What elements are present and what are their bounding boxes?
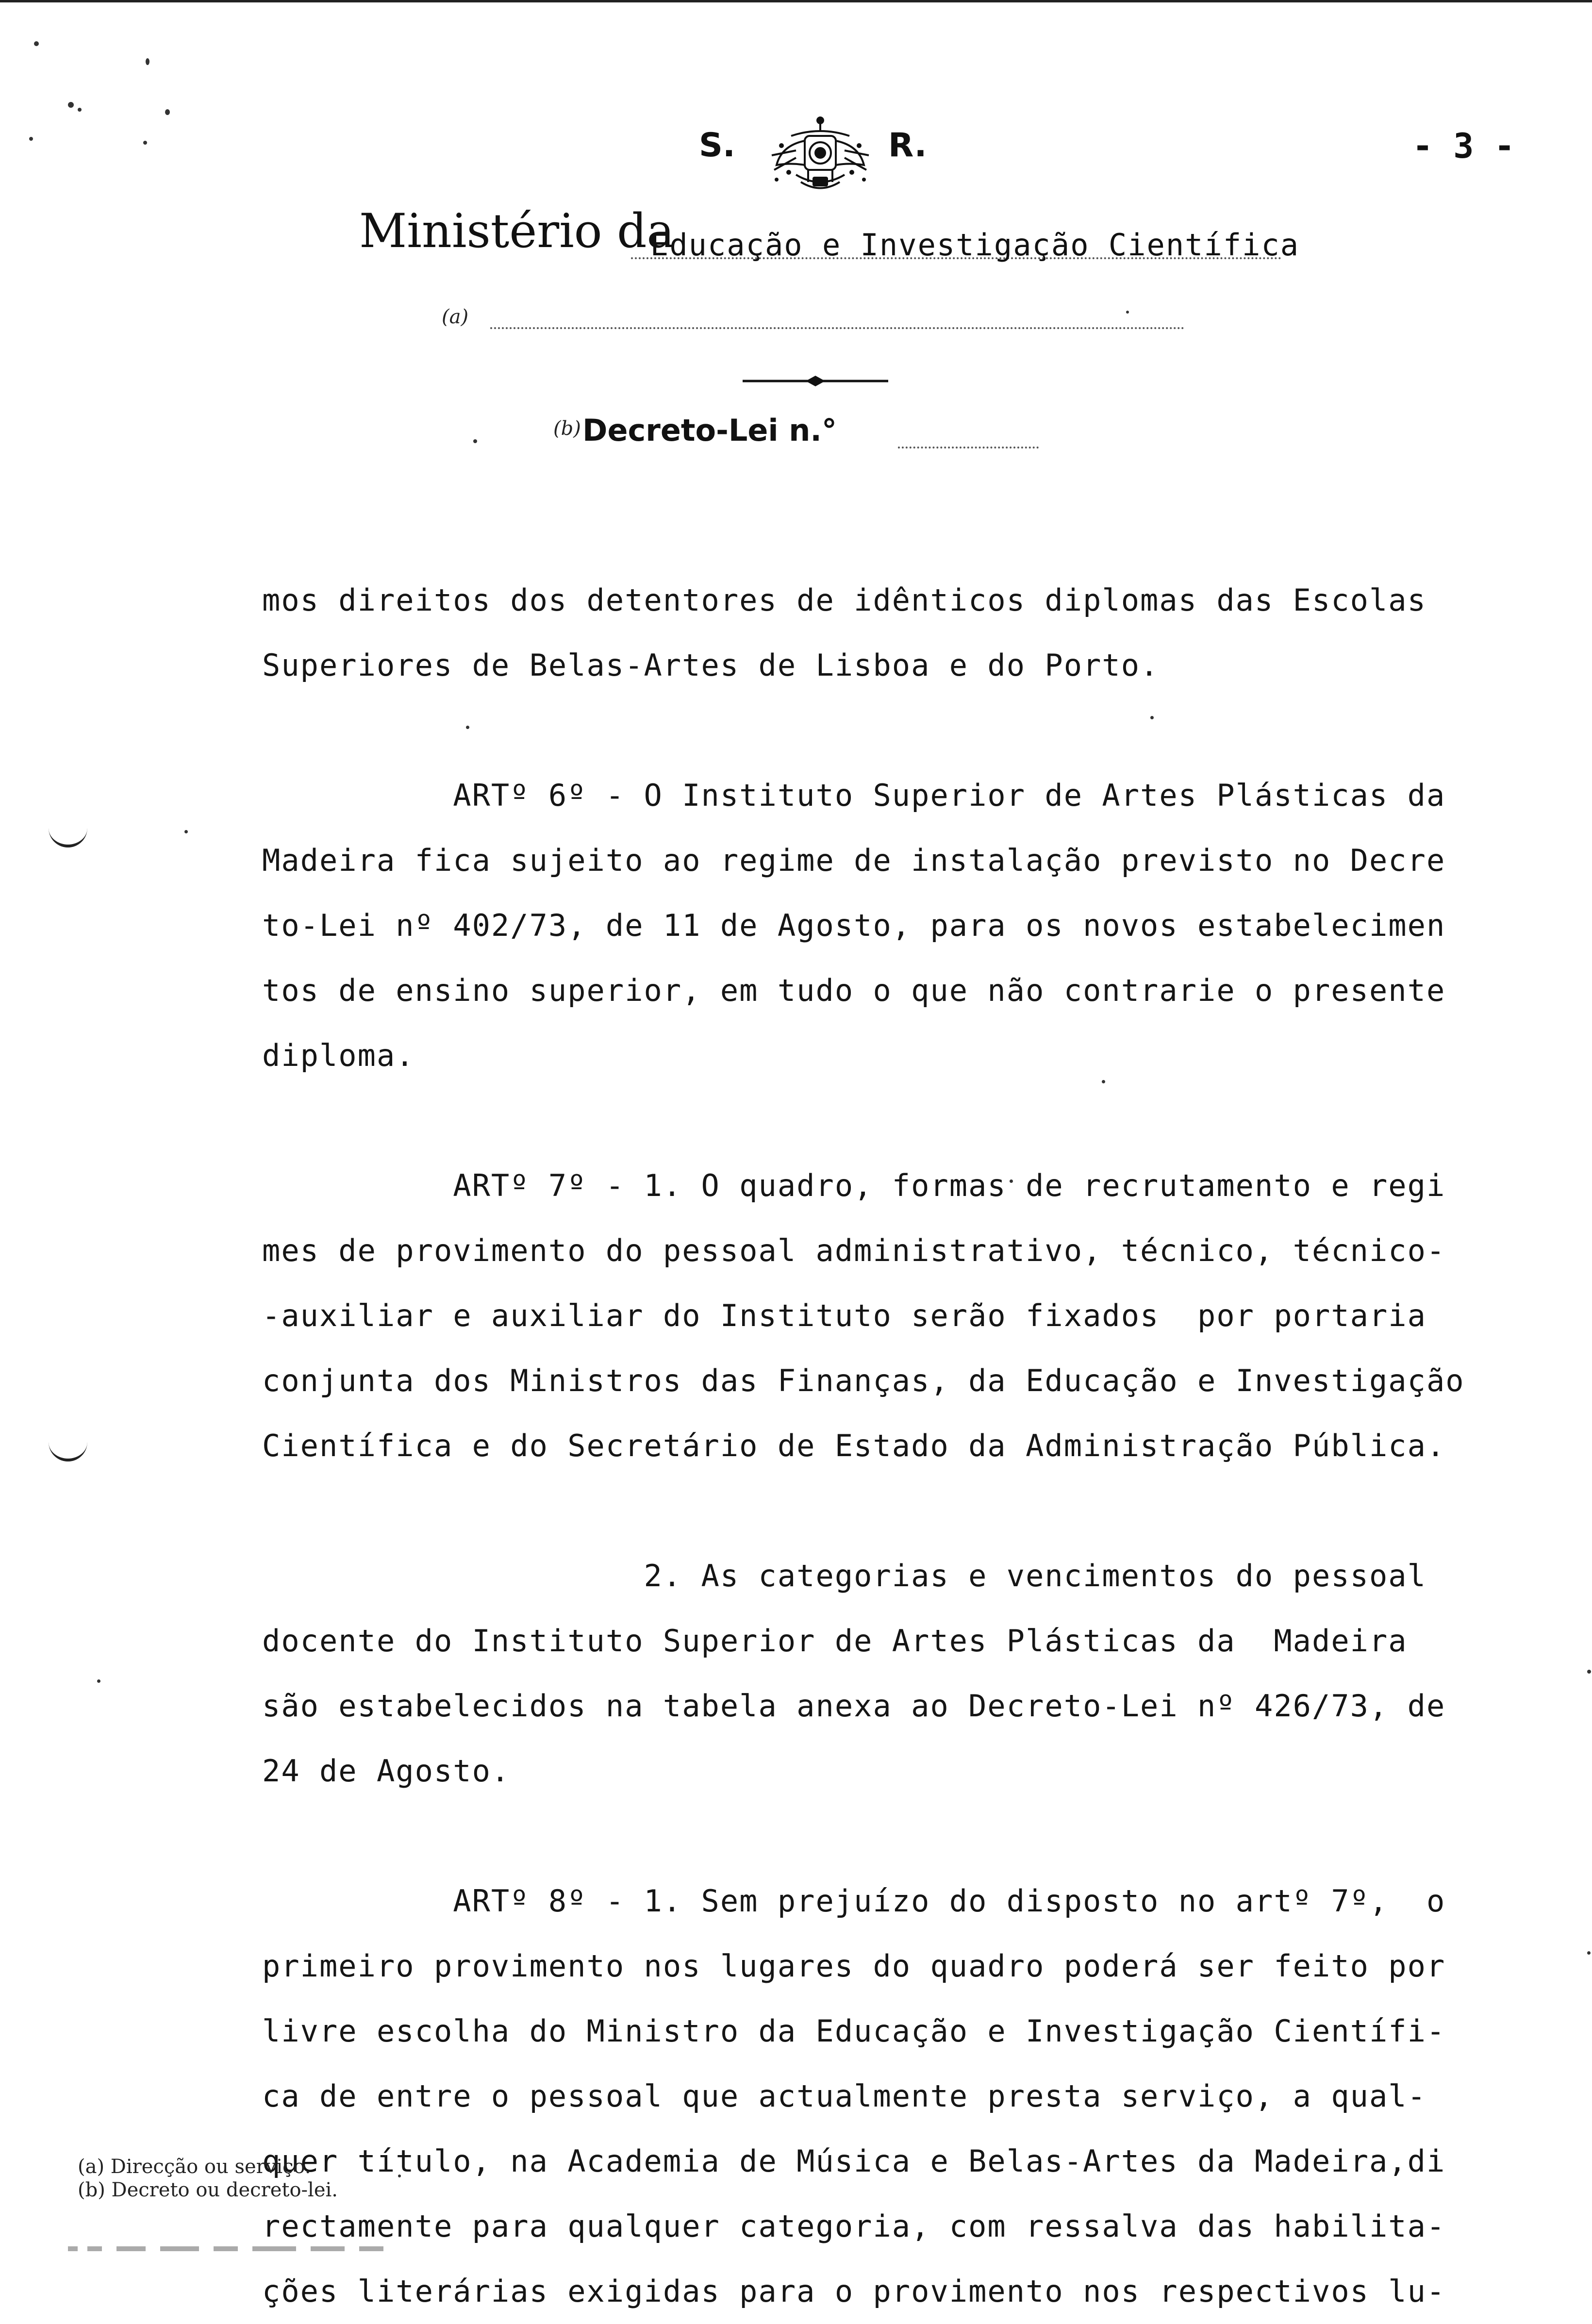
text-line: primeiro provimento nos lugares do quadro poderá ser feito por: [262, 1948, 1446, 1984]
text-line: [262, 1478, 1524, 1544]
scan-speck: [29, 137, 33, 141]
scan-speck: [1587, 1670, 1591, 1674]
scan-speck: [146, 58, 149, 65]
text-line: rectamente para qualquer categoria, com ressalva das habilita-: [262, 2208, 1446, 2244]
scan-speck: [1587, 1951, 1591, 1955]
decree-heading: [553, 413, 1048, 456]
text-line: Científica e do Secretário de Estado da Administração Pública.: [262, 1428, 1446, 1463]
text-line: Madeira fica sujeito ao regime de instalação previsto no Decre: [262, 843, 1446, 878]
footnotes: [78, 2155, 338, 2202]
text-line: [262, 698, 1524, 763]
scan-speck: [184, 830, 188, 833]
text-line: ções literárias exigidas para o provimento nos respectivos lu-: [262, 2274, 1446, 2309]
text-line: são estabelecidos na tabela anexa ao Decreto-Lei nº 426/73, de: [262, 1688, 1446, 1724]
text-line: Superiores de Belas-Artes de Lisboa e do Porto.: [262, 647, 1160, 683]
text-line: livre escolha do Ministro da Educação e Investigação Científi-: [262, 2013, 1446, 2049]
text-line: [262, 1088, 1524, 1153]
ministry-heading: [359, 204, 1378, 272]
letterhead-seal: [699, 116, 951, 194]
decree-label: Decreto-Lei n.°: [582, 413, 837, 448]
text-line: ARTº 7º - 1. O quadro, formas de recrutamento e regi: [262, 1168, 1446, 1203]
scan-speck: [165, 109, 170, 115]
document-body: [262, 568, 1524, 2324]
footnote-marker-b: (b): [553, 417, 581, 440]
text-line: to-Lei nº 402/73, de 11 de Agosto, para os novos estabelecimen: [262, 908, 1446, 943]
footnote-marker-a: (a): [442, 306, 469, 328]
margin-mark: [49, 825, 87, 847]
scan-speck: [78, 108, 82, 112]
ministry-label: Ministério da: [359, 204, 675, 258]
divider-ornament: [743, 374, 888, 388]
scan-speck: [34, 41, 39, 46]
text-line: mos direitos dos detentores de idênticos diplomas das Escolas: [262, 582, 1426, 618]
footnote-b: (b) Decreto ou decreto-lei.: [78, 2179, 338, 2201]
text-line: docente do Instituto Superior de Artes Plásticas da Madeira: [262, 1623, 1408, 1659]
dotted-rule: [898, 447, 1039, 448]
text-line: ca de entre o pessoal que actualmente presta serviço, a qual-: [262, 2078, 1426, 2114]
page-number: - 3 -: [1412, 126, 1515, 166]
letterhead-r: R.: [888, 126, 927, 165]
scan-speck: [68, 102, 74, 108]
text-line: mes de provimento do pessoal administrativo, técnico, técnico-: [262, 1233, 1446, 1268]
text-line: 2. As categorias e vencimentos do pessoal: [262, 1558, 1426, 1594]
footnote-a: (a) Direcção ou serviço.: [78, 2156, 311, 2178]
text-line: -auxiliar e auxiliar do Instituto serão fixados por portaria: [262, 1298, 1426, 1333]
scan-speck: [143, 141, 147, 145]
ministry-name: Educação e Investigação Científica: [650, 227, 1300, 263]
text-line: ARTº 6º - O Instituto Superior de Artes Plásticas da: [262, 778, 1446, 813]
dotted-rule: [490, 327, 1184, 329]
illegible-imprint: [68, 2242, 388, 2254]
letterhead-s: S.: [699, 126, 735, 165]
text-line: quer título, na Academia de Música e Belas-Artes da Madeira,di: [262, 2143, 1446, 2179]
service-line: [442, 306, 1194, 335]
text-line: ARTº 8º - 1. Sem prejuízo do disposto no artº 7º, o: [262, 1883, 1446, 1919]
text-line: conjunta dos Ministros das Finanças, da Educação e Investigação: [262, 1363, 1465, 1398]
coat-of-arms-icon: [762, 116, 879, 194]
text-line: 24 de Agosto.: [262, 1753, 511, 1789]
margin-mark: [49, 1439, 87, 1461]
text-line: diploma.: [262, 1038, 415, 1073]
text-line: [262, 1804, 1524, 1869]
scan-speck: [473, 439, 477, 443]
scan-speck: [97, 1679, 100, 1683]
top-border: [0, 0, 1592, 2]
text-line: tos de ensino superior, em tudo o que não contrarie o presente: [262, 973, 1446, 1008]
